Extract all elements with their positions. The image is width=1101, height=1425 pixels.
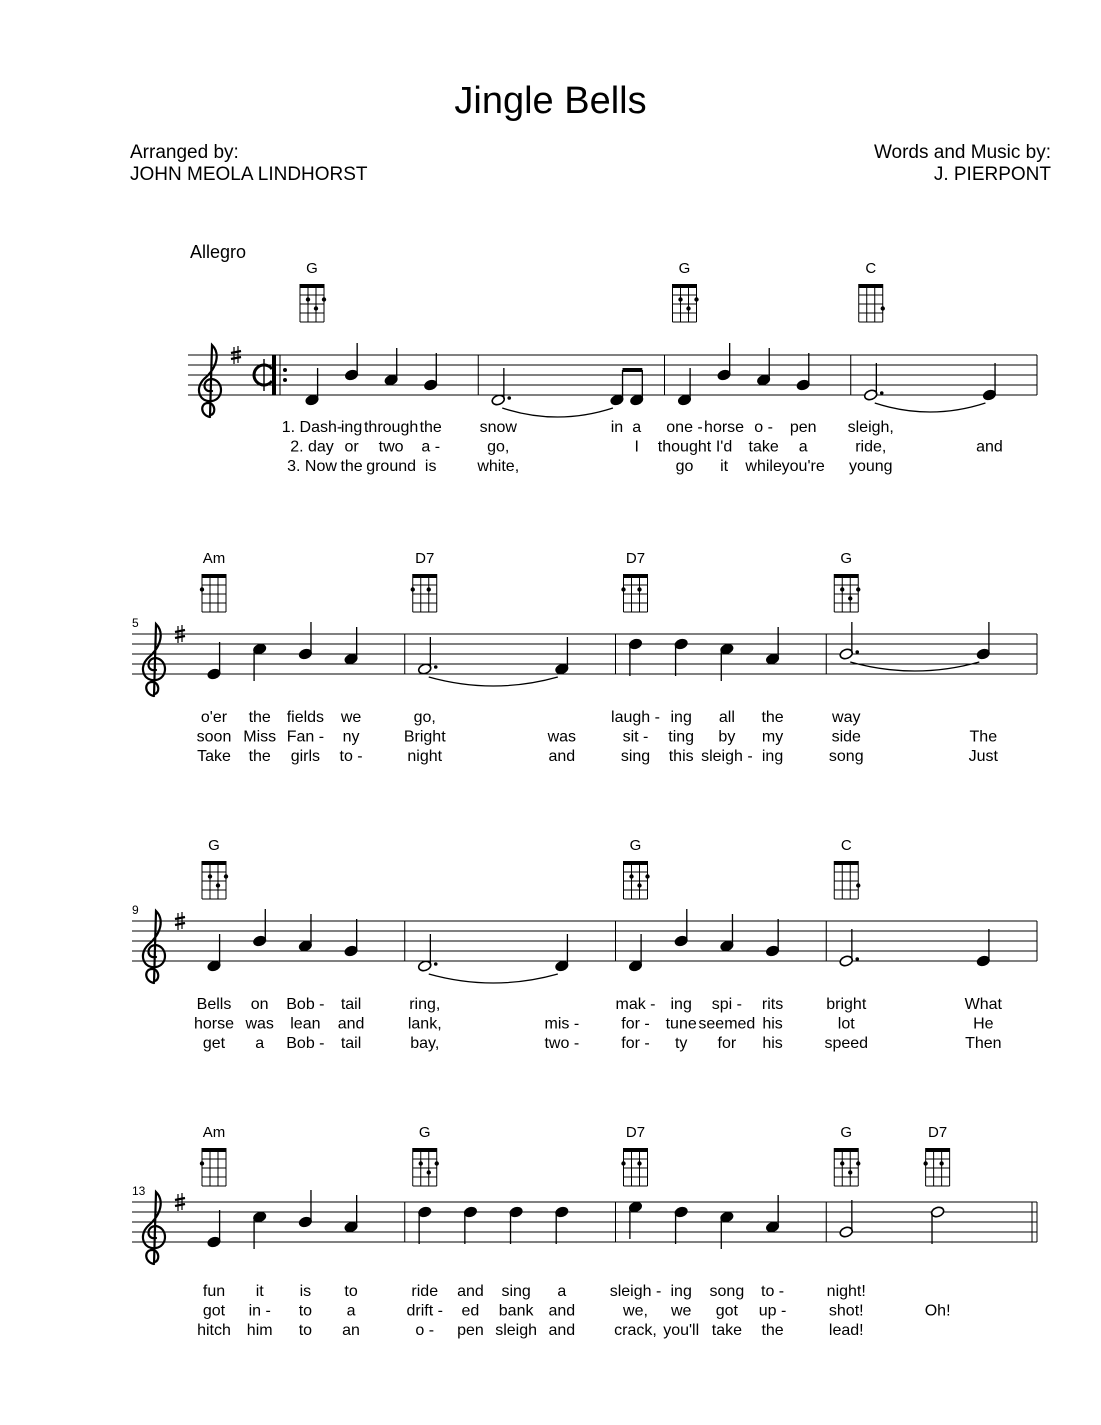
chord-symbol: G (306, 260, 318, 277)
lyric-syllable: a (255, 1035, 265, 1052)
lyric-syllable: for - (621, 1035, 650, 1052)
chord-dot (840, 1161, 844, 1165)
lyric-syllable: o - (754, 419, 773, 436)
note-dot (855, 650, 859, 654)
lyric-syllable: ny (342, 728, 360, 746)
measure-number: 9 (132, 903, 139, 917)
chord-dot (224, 874, 228, 878)
chord-symbol: D7 (928, 1124, 948, 1141)
lyric-syllable: up - (758, 1302, 787, 1320)
lyric-syllable: ed (461, 1302, 480, 1320)
lyric-syllable: Bright (403, 728, 446, 746)
treble-clef-icon (199, 345, 221, 417)
lyric-syllable: sleigh - (701, 748, 753, 765)
tie (502, 408, 613, 417)
lyric-syllable: you'll (663, 1322, 700, 1339)
note (252, 909, 267, 947)
lyric-syllable: hitch (197, 1322, 231, 1339)
lyric-syllable: ty (674, 1035, 688, 1052)
lyric-syllable: sleigh, (847, 419, 894, 436)
chord-dot (200, 1161, 204, 1165)
note (344, 1195, 359, 1233)
note-dot (434, 962, 438, 966)
lyric-syllable: Then (965, 1035, 1002, 1052)
lyric-syllable: ride (411, 1283, 439, 1300)
lyric-syllable: fields (286, 709, 325, 726)
chord-dot (216, 883, 220, 887)
lyric-syllable: and (548, 1322, 576, 1339)
lyric-syllable: on (250, 996, 269, 1013)
chord-dot (621, 587, 625, 591)
note (463, 1206, 478, 1244)
note (839, 929, 859, 967)
chord-dot (848, 1170, 852, 1174)
treble-clef-icon (143, 624, 165, 696)
lyric-syllable: snow (479, 419, 517, 436)
chord-dot (637, 1161, 641, 1165)
lyric-syllable: and (976, 438, 1003, 456)
lyric-syllable: soon (196, 728, 232, 746)
chord-diagram-g (624, 861, 650, 899)
lyric-syllable: Just (968, 748, 998, 765)
chord-symbol: G (678, 260, 691, 277)
note (298, 622, 313, 660)
lyric-syllable: the (340, 458, 363, 475)
lyric-syllable: bay, (410, 1035, 440, 1052)
chord-dot (856, 1161, 860, 1165)
note (252, 643, 267, 681)
tie (875, 403, 986, 412)
lyric-syllable: speed (824, 1035, 869, 1052)
note (384, 348, 399, 386)
chord-dot (686, 306, 690, 310)
lyric-syllable: one - (666, 419, 703, 436)
note (976, 929, 991, 967)
lyric-syllable: young (848, 458, 893, 475)
lyric-syllable: go, (413, 709, 436, 726)
chord-symbol: D7 (415, 550, 435, 567)
arranger-name: JOHN MEOLA LINDHORST (130, 164, 368, 185)
lyric-syllable: pen (789, 419, 817, 436)
chord-symbol: C (865, 260, 877, 277)
lyric-syllable: sleigh - (609, 1283, 662, 1300)
note (796, 353, 811, 391)
lyric-syllable: way (832, 709, 861, 726)
note (839, 622, 859, 660)
note (554, 934, 569, 972)
lyric-syllable: a (798, 438, 808, 456)
chord-dot (856, 883, 860, 887)
lyric-syllable: his (762, 1035, 783, 1052)
song-title: Jingle Bells (454, 80, 647, 122)
note (509, 1206, 524, 1244)
note (982, 363, 997, 401)
chord-dot (856, 587, 860, 591)
lyric-syllable: was (245, 1015, 274, 1033)
note (252, 1211, 267, 1249)
chord-dot (840, 587, 844, 591)
lyric-syllable: the (248, 709, 271, 726)
arranger-label: Arranged by: (130, 142, 239, 163)
lyric-syllable: night (407, 748, 443, 765)
chord-dot (848, 596, 852, 600)
chord-diagram-g (300, 284, 326, 322)
chord-dot (322, 297, 326, 301)
lyric-syllable: night! (826, 1283, 866, 1300)
chord-symbol: G (840, 1124, 853, 1141)
chord-dot (629, 874, 633, 878)
note (207, 642, 222, 680)
lyric-syllable: shot! (828, 1302, 864, 1320)
lyric-syllable: sing (620, 748, 651, 765)
lyric-syllable: sleigh (495, 1322, 538, 1339)
note (839, 1200, 854, 1238)
lyric-syllable: ing (670, 1283, 692, 1300)
lyric-syllable: you're (781, 458, 825, 475)
lyric-syllable: in - (248, 1302, 271, 1320)
note (628, 934, 643, 972)
note (417, 637, 437, 675)
lyric-syllable: o'er (200, 709, 228, 726)
lyric-syllable: the (248, 748, 271, 765)
lyric-syllable: a (632, 419, 642, 436)
lyric-syllable: lead! (828, 1322, 864, 1339)
chord-symbol: G (840, 550, 853, 567)
lyric-syllable: to (298, 1322, 313, 1339)
chord-dot (411, 587, 415, 591)
tie (850, 662, 979, 671)
lyric-syllable: ground (366, 458, 417, 475)
note (417, 1206, 432, 1244)
chord-symbol: G (208, 837, 220, 854)
note (930, 1206, 945, 1244)
lyric-syllable: to (298, 1302, 313, 1320)
lyric-syllable: the (761, 709, 784, 726)
note (717, 343, 732, 381)
lyric-syllable: ing (340, 419, 363, 436)
chord-dot (200, 587, 204, 591)
note (628, 638, 643, 676)
lyric-syllable: 2. day (290, 438, 334, 456)
chord-diagram-g (673, 284, 699, 322)
lyric-syllable: bright (826, 996, 867, 1013)
note (298, 1190, 313, 1228)
lyric-syllable: go (675, 458, 694, 475)
lyric-syllable: to - (761, 1283, 785, 1300)
measure-number: 13 (132, 1184, 146, 1198)
tie (429, 974, 558, 983)
chord-diagram-g (834, 1148, 860, 1186)
chord-dot (427, 587, 431, 591)
chord-diagram-am (200, 574, 226, 612)
lyric-syllable: take (711, 1322, 742, 1339)
chord-diagram-g (202, 861, 228, 899)
note (207, 934, 222, 972)
note (554, 1206, 569, 1244)
note (720, 914, 735, 952)
lyric-syllable: a (346, 1302, 356, 1320)
lyric-syllable: an (342, 1322, 360, 1339)
lyric-syllable: 3. Now (287, 458, 337, 475)
lyric-syllable: fun (202, 1283, 226, 1300)
lyric-syllable: I (634, 438, 639, 456)
note (720, 1211, 735, 1249)
chord-diagram-d7 (411, 574, 437, 612)
chord-dot (881, 306, 885, 310)
lyric-syllable: horse (704, 419, 745, 436)
chord-dot (427, 1170, 431, 1174)
lyric-syllable: seemed (698, 1015, 756, 1033)
lyric-syllable: thought (657, 438, 712, 456)
lyric-syllable: The (969, 728, 998, 746)
lyric-syllable: my (761, 728, 784, 746)
chord-dot (694, 297, 698, 301)
lyric-syllable: ing (670, 709, 692, 726)
note (720, 643, 735, 681)
lyric-syllable: was (547, 728, 577, 746)
lyric-syllable: rits (761, 996, 784, 1013)
note (298, 914, 313, 952)
lyric-syllable: tail (340, 996, 362, 1013)
composer-name: J. PIERPONT (933, 164, 1051, 185)
note (756, 348, 771, 386)
note (976, 622, 991, 660)
note (674, 909, 689, 947)
lyric-syllable: Fan - (286, 728, 325, 746)
lyric-syllable: mis - (544, 1015, 580, 1033)
chord-dot (435, 1161, 439, 1165)
lyric-syllable: and (337, 1015, 365, 1033)
lyric-syllable: lean (290, 1015, 321, 1033)
lyric-syllable: laugh - (611, 709, 660, 726)
lyric-syllable: Bob - (286, 1035, 325, 1052)
tie (429, 677, 558, 686)
chord-symbol: G (629, 837, 642, 854)
lyric-syllable: a (557, 1283, 567, 1300)
lyric-syllable: it (255, 1283, 264, 1300)
lyric-syllable: pen (457, 1322, 484, 1339)
note (207, 1210, 222, 1248)
lyric-syllable: got (202, 1302, 226, 1320)
note (863, 363, 883, 401)
lyric-syllable: side (831, 728, 861, 746)
lyric-syllable: Oh! (924, 1302, 951, 1320)
note (423, 353, 438, 391)
lyric-syllable: drift - (406, 1302, 443, 1320)
note (491, 368, 511, 406)
chord-dot (314, 306, 318, 310)
lyric-syllable: in (610, 419, 624, 436)
lyric-syllable: we (340, 709, 362, 726)
lyric-syllable: it (720, 458, 729, 475)
chord-dot (419, 1161, 423, 1165)
lyric-syllable: lot (837, 1015, 855, 1033)
lyric-syllable: mak - (615, 996, 656, 1013)
lyric-syllable: tune (665, 1015, 697, 1033)
lyric-syllable: to - (339, 748, 363, 765)
chord-symbol: D7 (625, 550, 646, 567)
lyric-syllable: all (718, 709, 735, 726)
chord-diagram-d7 (923, 1148, 949, 1186)
chord-dot (637, 883, 641, 887)
lyric-syllable: Bells (196, 996, 232, 1013)
chord-dot (678, 297, 682, 301)
lyric-syllable: Miss (243, 728, 277, 746)
lyric-syllable: and (548, 1302, 576, 1320)
lyric-syllable: get (202, 1035, 226, 1052)
lyric-syllable: go, (487, 438, 510, 456)
lyric-syllable: the (419, 419, 442, 436)
chord-diagram-c (859, 284, 885, 322)
chord-diagram-am (200, 1148, 226, 1186)
chord-dot (637, 587, 641, 591)
measure-number: 5 (132, 616, 139, 630)
chord-dot (208, 874, 212, 878)
lyric-syllable: lank, (407, 1015, 442, 1033)
lyric-syllable: by (718, 728, 736, 746)
note (674, 1206, 689, 1244)
chord-dot (923, 1161, 927, 1165)
note (628, 1201, 643, 1239)
lyric-syllable: Take (197, 748, 231, 765)
lyric-syllable: take (748, 438, 779, 456)
lyric-syllable: a - (421, 438, 441, 456)
lyric-syllable: to (344, 1283, 358, 1300)
chord-dot (306, 297, 310, 301)
note (765, 1195, 780, 1233)
note (305, 368, 320, 406)
chord-symbol: D7 (625, 1124, 646, 1141)
lyric-syllable: is (299, 1283, 312, 1300)
chord-symbol: G (418, 1124, 431, 1141)
chord-diagram-c (834, 861, 860, 899)
lyric-syllable: spi - (711, 996, 742, 1013)
lyric-syllable: through (363, 419, 419, 436)
note (344, 919, 359, 957)
chord-diagram-g (834, 574, 860, 612)
tempo-marking: Allegro (190, 242, 247, 262)
note-dot (855, 957, 859, 961)
note (765, 627, 780, 665)
lyric-syllable: 1. Dash- (281, 419, 343, 436)
lyric-syllable: tail (340, 1035, 362, 1052)
lyric-syllable: for (717, 1035, 737, 1052)
note-dot (434, 665, 438, 669)
chord-symbol: Am (202, 1124, 226, 1141)
lyric-syllable: sit - (622, 728, 649, 746)
chord-diagram-d7 (621, 574, 647, 612)
lyric-syllable: him (246, 1322, 273, 1339)
lyric-syllable: sing (501, 1283, 531, 1300)
lyric-syllable: got (715, 1302, 738, 1320)
lyric-syllable: song (709, 1283, 745, 1300)
lyric-syllable: this (668, 748, 694, 765)
note (674, 638, 689, 676)
lyric-syllable: Bob - (286, 996, 325, 1013)
note (765, 919, 780, 957)
note-dot (880, 391, 884, 395)
note (677, 368, 692, 406)
chord-dot (645, 874, 649, 878)
note (344, 627, 359, 665)
lyric-syllable: or (344, 438, 359, 456)
lyric-syllable: the (761, 1322, 784, 1339)
chord-symbol: Am (202, 550, 226, 567)
chord-diagram-g (413, 1148, 439, 1186)
composer-label: Words and Music by: (873, 142, 1051, 163)
treble-clef-icon (143, 1192, 165, 1264)
note (554, 637, 569, 675)
lyric-syllable: ring, (409, 996, 441, 1013)
note-dot (507, 396, 511, 400)
lyric-syllable: we, (623, 1302, 648, 1320)
lyric-syllable: ride, (855, 438, 887, 456)
lyric-syllable: two - (544, 1035, 580, 1052)
lyric-syllable: and (548, 748, 576, 765)
lyric-syllable: his (762, 1015, 783, 1033)
lyric-syllable: two (378, 438, 404, 456)
note (344, 343, 359, 381)
lyric-syllable: ting (668, 728, 695, 746)
treble-clef-icon (143, 911, 165, 983)
lyric-syllable: o - (415, 1322, 435, 1339)
lyric-syllable: bank (498, 1302, 534, 1320)
lyric-syllable: I'd (715, 438, 733, 456)
chord-dot (939, 1161, 943, 1165)
lyric-syllable: He (973, 1015, 994, 1033)
lyric-syllable: we (670, 1302, 692, 1320)
lyric-syllable: song (828, 748, 864, 765)
note (417, 934, 437, 972)
lyric-syllable: What (964, 996, 1002, 1013)
lyric-syllable: ing (761, 748, 784, 765)
lyric-syllable: is (424, 458, 437, 475)
chord-dot (621, 1161, 625, 1165)
lyric-syllable: white, (477, 458, 520, 475)
lyric-syllable: girls (290, 748, 321, 765)
chord-diagram-d7 (621, 1148, 647, 1186)
lyric-syllable: for - (621, 1015, 650, 1033)
lyric-syllable: ing (670, 996, 692, 1013)
chord-symbol: C (840, 837, 852, 854)
lyric-syllable: crack, (614, 1322, 657, 1339)
lyric-syllable: and (457, 1283, 484, 1300)
lyric-syllable: horse (193, 1015, 235, 1033)
lyric-syllable: while (745, 458, 782, 475)
